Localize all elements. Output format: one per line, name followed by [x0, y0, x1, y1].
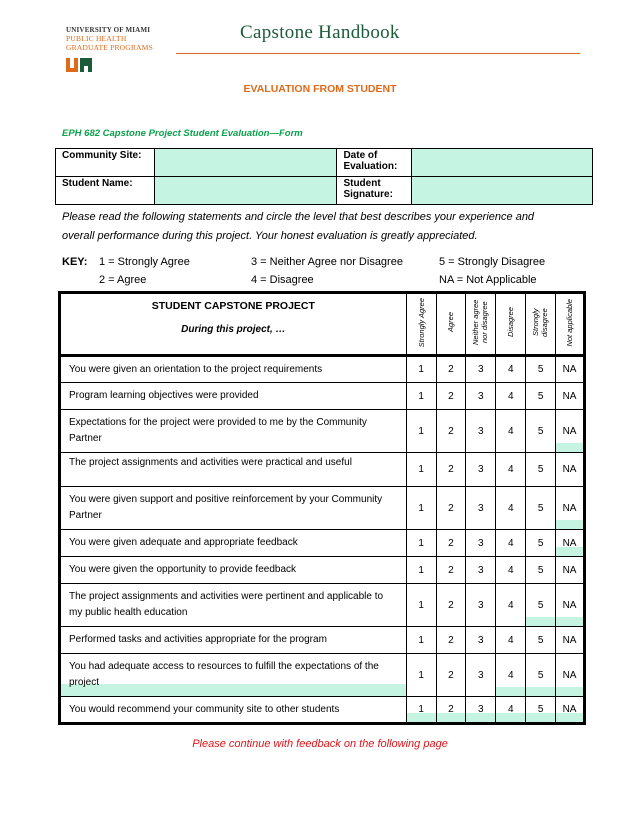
rating-option[interactable]: [496, 697, 526, 724]
rating-value: 4: [507, 425, 514, 437]
rating-option[interactable]: [496, 584, 526, 627]
rating-value: 3: [478, 390, 484, 402]
rating-option[interactable]: [526, 654, 556, 697]
table-row: [60, 383, 585, 410]
rating-option[interactable]: [496, 453, 526, 487]
rating-option[interactable]: [556, 627, 585, 654]
rating-value: 2: [448, 537, 454, 549]
rating-value: 3: [478, 464, 484, 475]
rating-value: 1: [418, 537, 424, 549]
form-title: EPH 682 Capstone Project Student Evaluation—Form: [62, 128, 303, 139]
rating-value: 3: [478, 599, 484, 611]
rating-option[interactable]: [406, 383, 436, 410]
rating-value: 5: [537, 704, 544, 715]
rating-option[interactable]: [556, 697, 585, 724]
rating-option[interactable]: [526, 627, 556, 654]
rating-option[interactable]: [436, 530, 466, 557]
rating-value: NA: [562, 669, 577, 681]
student-signature-field[interactable]: [412, 177, 593, 205]
rating-value: 4: [507, 634, 514, 646]
rating-option[interactable]: [496, 557, 526, 584]
rating-value: 4: [507, 599, 514, 611]
statement-text: Program learning objectives were provided: [69, 390, 259, 401]
rating-value: 3: [478, 502, 484, 514]
rating-value: 1: [418, 390, 424, 402]
key-label: KEY:: [62, 256, 88, 268]
statement-text: You were given adequate and appropriate feedback: [69, 537, 298, 548]
rating-value: 4: [507, 564, 514, 576]
rating-option[interactable]: [526, 557, 556, 584]
column-header: Strongly Agree: [406, 293, 436, 356]
rating-option[interactable]: [466, 383, 496, 410]
rating-option[interactable]: [556, 530, 585, 557]
statement-text: You would recommend your community site to other students: [69, 703, 340, 715]
rating-value: 1: [418, 599, 424, 611]
table-row: [60, 654, 585, 697]
statement-cell: [60, 410, 407, 453]
table-row: [60, 356, 585, 383]
table-subtitle: During this project, …: [181, 324, 286, 335]
rating-option[interactable]: [466, 356, 496, 383]
rating-value: 2: [448, 634, 454, 646]
section-title: EVALUATION FROM STUDENT: [243, 83, 397, 95]
instructions: Please read the following statements and circle the level that best describes your experience and overall performance during this project. Your honest evaluation is greatly appreciated.: [62, 211, 535, 242]
rating-value: 4: [507, 364, 514, 375]
rating-value: 3: [478, 669, 484, 681]
rating-option[interactable]: [496, 487, 526, 530]
rating-value: NA: [562, 564, 577, 576]
statement-text: Performed tasks and activities appropriate for the program: [69, 634, 327, 645]
rating-option[interactable]: [406, 654, 436, 697]
highlight: [556, 443, 583, 452]
rating-value: 5: [537, 537, 544, 549]
table-row: [60, 627, 585, 654]
rating-option[interactable]: [436, 557, 466, 584]
rating-value: NA: [562, 364, 577, 375]
statement-cell: [60, 584, 407, 627]
rating-option[interactable]: [406, 557, 436, 584]
statement-text: You were given support and positive reinforcement by your Community Partner: [69, 494, 383, 521]
handbook-title: Capstone Handbook: [240, 22, 400, 43]
key-item: 5 = Strongly Disagree: [439, 256, 546, 268]
rating-option[interactable]: [556, 487, 585, 530]
key-item: 2 = Agree: [99, 274, 147, 286]
rating-option[interactable]: [406, 530, 436, 557]
rating-option[interactable]: [526, 356, 556, 383]
statement-cell: [60, 557, 407, 584]
rating-option[interactable]: [556, 356, 585, 383]
highlight: [496, 687, 525, 696]
statement-cell: [60, 654, 407, 697]
rating-value: 4: [507, 502, 514, 514]
table-row: [60, 487, 585, 530]
rating-value: 2: [448, 564, 454, 576]
rating-value: 2: [448, 704, 454, 715]
rating-option[interactable]: [526, 383, 556, 410]
rating-option[interactable]: [496, 356, 526, 383]
column-header: Disagree: [496, 293, 526, 356]
student-name-label: Student Name:: [56, 177, 155, 205]
rating-value: 4: [507, 669, 514, 681]
rating-value: 1: [418, 425, 424, 437]
rating-option[interactable]: [406, 627, 436, 654]
rating-value: 3: [478, 364, 484, 375]
rating-option[interactable]: [496, 410, 526, 453]
rating-option[interactable]: [466, 487, 496, 530]
logo-public-health: PUBLIC HEALTH: [66, 34, 127, 43]
rating-option[interactable]: [466, 557, 496, 584]
logo-graduate-programs: GRADUATE PROGRAMS: [66, 43, 153, 52]
statement-text: You had adequate access to resources to fulfill the expectations of the project: [69, 661, 379, 688]
rating-value: 3: [478, 634, 484, 646]
rating-option[interactable]: [556, 654, 585, 697]
statement-text: Expectations for the project were provided to me by the Community Partner: [69, 417, 367, 444]
university-logo: [66, 26, 176, 52]
highlight: [556, 687, 583, 696]
rating-value: 3: [478, 537, 484, 549]
rating-option[interactable]: [406, 584, 436, 627]
rating-option[interactable]: [526, 453, 556, 487]
rating-option[interactable]: [436, 410, 466, 453]
rating-option[interactable]: [436, 356, 466, 383]
rating-value: NA: [562, 599, 577, 611]
statement-cell: [60, 356, 407, 383]
rating-option[interactable]: [556, 584, 585, 627]
rating-value: NA: [562, 634, 577, 646]
rating-value: 5: [537, 599, 544, 611]
date-of-evaluation-field[interactable]: [412, 149, 593, 177]
rating-option[interactable]: [556, 557, 585, 584]
statement-text: The project assignments and activities were pertinent and applicable to my public health education: [69, 591, 384, 618]
statement-text: You were given the opportunity to provide feedback: [69, 564, 297, 575]
highlight: [526, 617, 555, 626]
rating-option[interactable]: [466, 453, 496, 487]
rating-value: NA: [562, 425, 577, 437]
table-title: STUDENT CAPSTONE PROJECT: [151, 300, 315, 312]
statement-cell: [60, 697, 407, 724]
table-row: [60, 410, 585, 453]
rating-value: 3: [478, 425, 484, 437]
rating-option[interactable]: [436, 383, 466, 410]
rating-option[interactable]: [436, 487, 466, 530]
rating-value: 5: [537, 390, 544, 402]
rating-value: 5: [537, 364, 544, 375]
statement-cell: [60, 383, 407, 410]
rating-option[interactable]: [436, 627, 466, 654]
highlight: [556, 617, 583, 626]
rating-value: 4: [507, 390, 514, 402]
rating-value: 2: [448, 390, 454, 402]
rating-value: 1: [418, 364, 424, 375]
rating-option[interactable]: [436, 584, 466, 627]
statement-text: You were given an orientation to the project requirements: [69, 363, 323, 375]
rating-value: 1: [418, 464, 424, 475]
key-item: 3 = Neither Agree nor Disagree: [251, 256, 403, 268]
rating-option[interactable]: [496, 627, 526, 654]
evaluation-table: [58, 291, 586, 725]
key-item: 4 = Disagree: [251, 274, 314, 286]
statement-cell: [60, 627, 407, 654]
rating-option[interactable]: [526, 410, 556, 453]
rating-option[interactable]: [406, 410, 436, 453]
rating-value: 3: [478, 704, 484, 715]
rating-option[interactable]: [466, 410, 496, 453]
rating-value: 3: [478, 564, 484, 576]
rating-option[interactable]: [526, 487, 556, 530]
rating-value: 2: [448, 502, 454, 514]
continue-note: Please continue with feedback on the following page: [192, 738, 448, 750]
student-name-field[interactable]: [154, 177, 337, 205]
rating-value: NA: [562, 390, 577, 402]
table-row: [60, 584, 585, 627]
header-divider: [176, 53, 580, 54]
rating-value: 5: [537, 669, 544, 681]
rating-option[interactable]: [556, 383, 585, 410]
rating-value: NA: [562, 537, 577, 549]
statement-cell: [60, 487, 407, 530]
rating-value: 5: [537, 634, 544, 646]
rating-option[interactable]: [466, 530, 496, 557]
rating-value: 2: [448, 364, 454, 375]
column-header: Agree: [436, 293, 466, 356]
statement-text: The project assignments and activities were practical and useful: [69, 457, 352, 468]
student-signature-label: Student Signature:: [337, 177, 412, 205]
rating-value: 2: [448, 669, 454, 681]
column-header: Neither agree nor disagree: [466, 293, 496, 356]
rating-value: 1: [418, 669, 424, 681]
rating-option[interactable]: [526, 697, 556, 724]
rating-option[interactable]: [466, 627, 496, 654]
rating-option[interactable]: [436, 453, 466, 487]
rating-value: 4: [507, 537, 514, 549]
rating-value: 2: [448, 425, 454, 437]
date-of-evaluation-label: Date of Evaluation:: [337, 149, 412, 177]
info-table: [55, 148, 593, 205]
statement-cell: [60, 530, 407, 557]
rating-option[interactable]: [406, 487, 436, 530]
rating-value: 5: [537, 502, 544, 514]
rating-value: NA: [562, 464, 577, 475]
rating-value: 1: [418, 634, 424, 646]
rating-value: 4: [507, 704, 514, 715]
rating-option[interactable]: [496, 530, 526, 557]
rating-option[interactable]: [556, 453, 585, 487]
rating-option[interactable]: [496, 654, 526, 697]
logo-university: UNIVERSITY OF MIAMI: [66, 26, 151, 34]
rating-option[interactable]: [556, 410, 585, 453]
rating-option[interactable]: [436, 697, 466, 724]
community-site-label: Community Site:: [56, 149, 155, 177]
table-row: [60, 697, 585, 724]
column-header: Not applicable: [556, 293, 585, 356]
rating-option[interactable]: [436, 654, 466, 697]
rating-value: 5: [537, 464, 544, 475]
table-row: [60, 530, 585, 557]
table-row: [60, 453, 585, 487]
rating-value: 4: [507, 464, 514, 475]
rating-option[interactable]: [406, 453, 436, 487]
rating-option[interactable]: [496, 383, 526, 410]
rating-option[interactable]: [466, 697, 496, 724]
rating-value: 2: [448, 599, 454, 611]
key-item: 1 = Strongly Agree: [99, 256, 190, 268]
rating-value: 5: [537, 564, 544, 576]
highlight: [61, 684, 406, 696]
key-item: NA = Not Applicable: [439, 274, 537, 286]
community-site-field[interactable]: [154, 149, 337, 177]
rating-option[interactable]: [406, 697, 436, 724]
statement-cell: [60, 453, 407, 487]
rating-option[interactable]: [526, 530, 556, 557]
rating-option[interactable]: [466, 584, 496, 627]
table-header-row: [60, 293, 585, 356]
rating-value: 1: [418, 502, 424, 514]
table-row: [60, 557, 585, 584]
rating-value: NA: [562, 502, 577, 514]
rating-option[interactable]: [406, 356, 436, 383]
rating-value: 1: [418, 704, 424, 715]
rating-value: NA: [562, 704, 577, 715]
highlight: [526, 687, 555, 696]
column-header: Strongly disagree: [526, 293, 556, 356]
rating-value: 5: [537, 425, 544, 437]
rating-value: 2: [448, 464, 454, 475]
table-title-cell: [60, 293, 407, 356]
rating-option[interactable]: [466, 654, 496, 697]
rating-value: 1: [418, 564, 424, 576]
rating-option[interactable]: [526, 584, 556, 627]
highlight: [556, 520, 583, 529]
um-u-logo-icon: [66, 58, 92, 74]
